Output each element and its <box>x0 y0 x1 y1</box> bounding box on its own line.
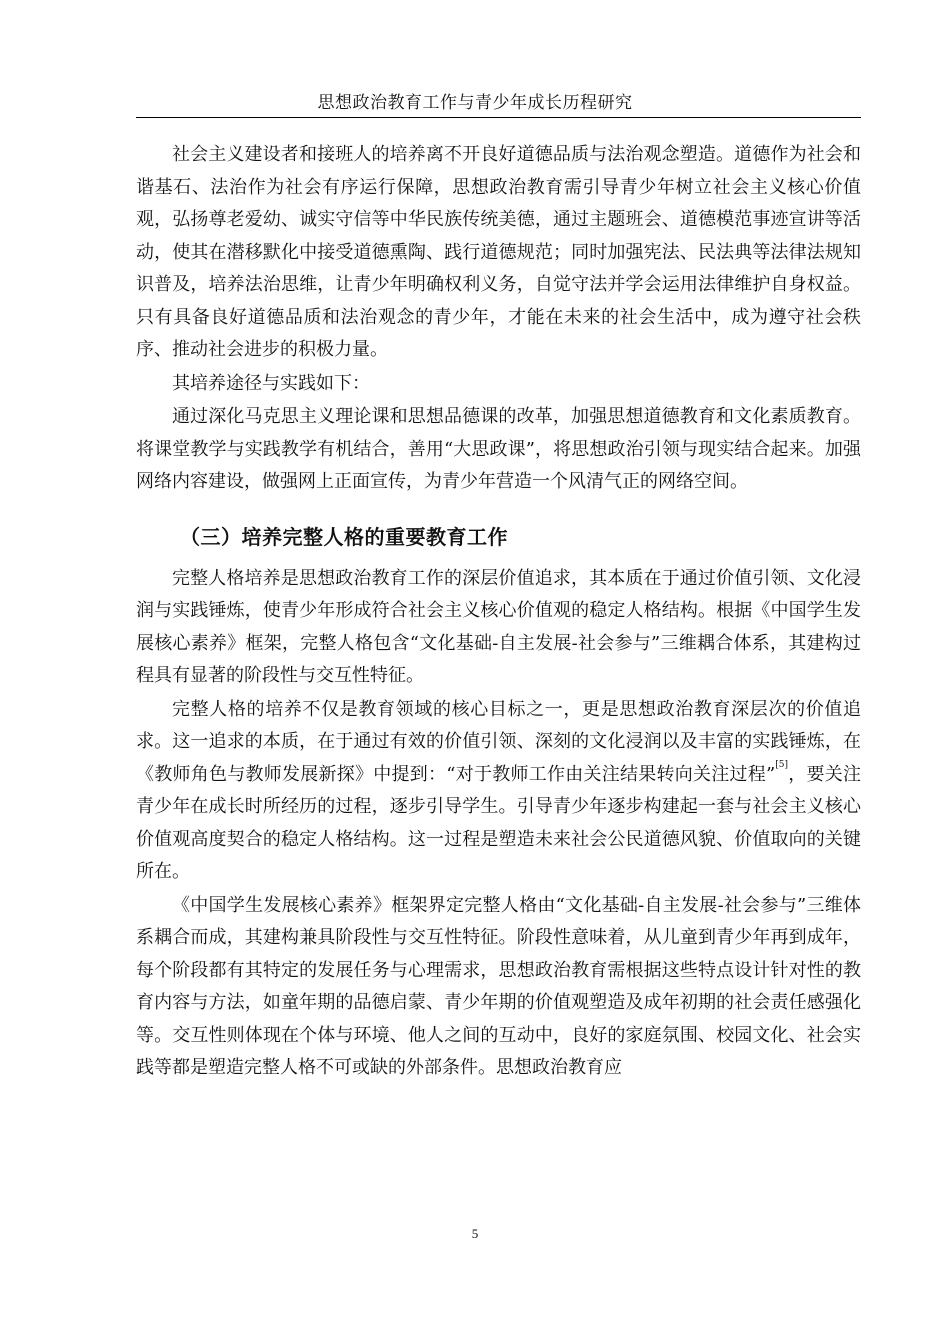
header-rule <box>136 117 861 118</box>
running-header: 思想政治教育工作与青少年成长历程研究 <box>317 93 633 113</box>
page-body <box>136 139 861 1085</box>
page-number: 5 <box>471 1226 479 1241</box>
paragraph: 完整人格培养是思想政治教育工作的深层价值追求，其本质在于通过价值引领、文化浸润与实践锤炼，使青少年形成符合社会主义核心价值观的稳定人格结构。根据《中国学生发展核心素养》框架，完整人格包含“文化基础-自主发展-社会参与”三维耦合体系，其建构过程具有显著的阶段性与交互性特征。 <box>136 567 861 686</box>
paragraph-text: 完整人格的培养不仅是教育领域的核心目标之一，更是思想政治教育深层次的价值追求。这一追求的本质，在于通过有效的价值引领、深刻的文化浸润以及丰富的实践锤炼，在《教师角色与教师发展新探》中提到：“对于教师工作由关注结果转向关注过程” <box>136 698 861 785</box>
paragraph: 通过深化马克思主义理论课和思想品德课的改革，加强思想道德教育和文化素质教育。将课堂教学与实践教学有机结合，善用“大思政课”，将思想政治引领与现实结合起来。加强网络内容建设，做强网上正面宣传，为青少年营造一个风清气正的网络空间。 <box>136 406 861 492</box>
paragraph-text: ，要关注青少年在成长时所经历的过程，逐步引导学生。引导青少年逐步构建起一套与社会主义核心价值观高度契合的稳定人格结构。这一过程是塑造未来社会公民道德风貌、价值取向的关键所在。 <box>136 763 862 882</box>
paragraph: 《中国学生发展核心素养》框架界定完整人格由“文化基础-自主发展-社会参与”三维体系耦合而成，其建构兼具阶段性与交互性特征。阶段性意味着，从儿童到青少年再到成年，每个阶段都有其特定的发展任务与心理需求，思想政治教育需根据这些特点设计针对性的教育内容与方法，如童年期的品德启蒙、青少年期的价值观塑造及成年初期的社会责任感强化等。交互性则体现在个体与环境、他人之间的互动中，良好的家庭氛围、校园文化、社会实践等都是塑造完整人格不可或缺的外部条件。思想政治教育应 <box>136 894 861 1078</box>
section-heading: （三）培养完整人格的重要教育工作 <box>180 524 508 549</box>
paragraph: 其培养途径与实践如下： <box>172 372 370 394</box>
citation-marker[interactable]: [5] <box>775 759 788 770</box>
paragraph <box>136 694 861 889</box>
paragraph: 社会主义建设者和接班人的培养离不开良好道德品质与法治观念塑造。道德作为社会和谐基石、法治作为社会有序运行保障，思想政治教育需引导青少年树立社会主义核心价值观，弘扬尊老爱幼、诚实守信等中华民族传统美德，通过主题班会、道德模范事迹宣讲等活动，使其在潜移默化中接受道德熏陶、践行道德规范；同时加强宪法、民法典等法律法规知识普及，培养法治思维，让青少年明确权利义务，自觉守法并学会运用法律维护自身权益。只有具备良好道德品质和法治观念的青少年，才能在未来的社会生活中，成为遵守社会秩序、推动社会进步的积极力量。 <box>136 144 861 360</box>
